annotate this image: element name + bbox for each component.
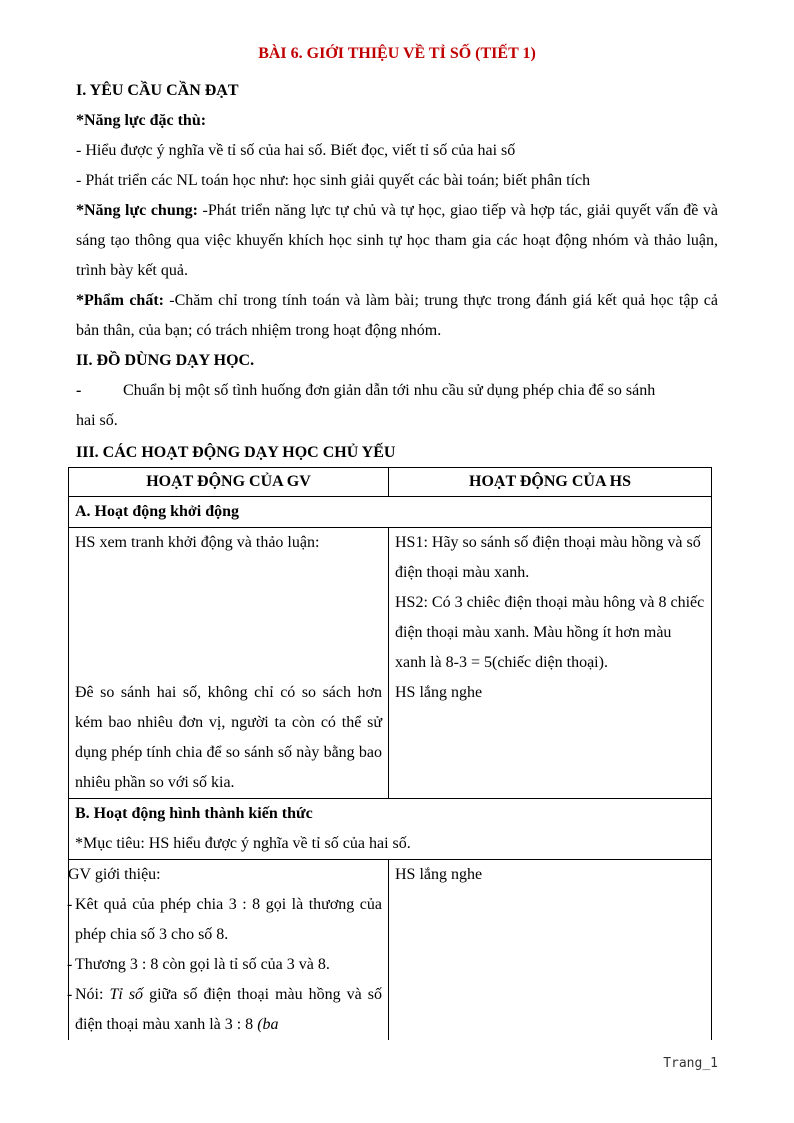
section-b-title: B. Hoạt động hình thành kiến thức	[75, 805, 313, 822]
dac-thu-label: *Năng lực đặc thù:	[76, 112, 207, 129]
do-dung-item	[76, 376, 718, 406]
pham-chat-label: *Phẩm chất:	[76, 292, 164, 309]
dac-thu-item-2: - Phát triển các NL toán học như: học sinh giải quyết các bài toán; biết phân tích	[76, 172, 591, 189]
page-number: Trang_1	[663, 1056, 718, 1071]
nang-luc-chung-text: -Phát triển năng lực tự chủ và tự học, giao tiếp và hợp tác, giải quyết vấn đề và sáng tạo thông qua việc khuyến khích học sinh tự học tham gia các hoạt động nhóm và thảo luận, trình bày kết quả.	[76, 202, 719, 279]
lesson-title: BÀI 6. GIỚI THIỆU VỀ TỈ SỐ (TIẾT 1)	[258, 45, 536, 62]
b-gv-bullet-3-tail: (ba	[257, 1016, 279, 1033]
do-dung-text: Chuẩn bị một số tình huống đơn giản dẫn tới nhu cầu sử dụng phép chia để so sánh	[123, 382, 656, 399]
a-hs-text-1: HS1: Hãy so sánh số điện thoại màu hồng và số điện thoại màu xanh.	[395, 534, 701, 581]
a-gv-text-2: Đê so sánh hai số, không chỉ có so sách hơn kém bao nhiêu đơn vị, người ta còn có thể sử dụng phép tính chia để so sánh số này bằng bao nhiêu phần so với số kia.	[75, 684, 382, 791]
b-gv-bullet-3: - Nói: Tỉ số giữa số điện thoại màu hồng và số điện thoại màu xanh là 3 : 8 (ba	[67, 986, 383, 1033]
do-dung-text-cont: hai số.	[76, 412, 118, 429]
b-gv-bullet-1-text: Kêt quả của phép chia 3 : 8 gọi là thương của phép chia số 3 cho số 8.	[75, 896, 382, 943]
b-gv-bullet-3-post: giữa số điện thoại màu hồng và số điện thoại màu xanh là 3 : 8	[75, 986, 383, 1033]
nang-luc-chung	[76, 196, 718, 286]
document-page	[76, 44, 718, 468]
col-header-gv: HOẠT ĐỘNG CỦA GV	[69, 468, 389, 497]
b-gv-bullet-3-italic: Tỉ số	[109, 986, 144, 1003]
section-b-hs-cell	[389, 860, 712, 1041]
section-a-hs-cell	[389, 528, 712, 799]
a-hs-text-2: HS2: Có 3 chiêc điện thoại màu hông và 8 chiếc điện thoại màu xanh. Màu hồng ít hơn màu xanh là 8-3 = 5(chiếc diện thoại).	[395, 594, 705, 671]
b-gv-bullet-3-pre: Nói:	[75, 986, 110, 1003]
pham-chat	[76, 286, 718, 346]
dac-thu-item-1: - Hiểu được ý nghĩa về tỉ số của hai số. Biết đọc, viết tỉ số của hai số	[76, 142, 516, 159]
a-hs-text-3: HS lắng nghe	[395, 684, 483, 701]
b-gv-bullet-1: - Kêt quả của phép chia 3 : 8 gọi là thương của phép chia số 3 cho số 8.	[67, 896, 382, 943]
pham-chat-text: -Chăm chỉ trong tính toán và làm bài; trung thực trong đánh giá kết quả học tập cả bản thân, của bạn; có trách nhiệm trong hoạt động nhóm.	[76, 292, 719, 339]
section-a-title: A. Hoạt động khởi động	[69, 497, 712, 528]
b-gv-bullet-2-text: Thương 3 : 8 còn gọi là tỉ số của 3 và 8.	[75, 956, 330, 973]
section-3-heading: III. CÁC HOẠT ĐỘNG DẠY HỌC CHỦ YẾU	[76, 444, 396, 461]
section-b-gv-cell	[69, 860, 389, 1041]
section-1-heading: I. YÊU CẦU CẦN ĐẠT	[76, 82, 239, 99]
b-hs-text: HS lắng nghe	[395, 866, 483, 883]
section-b-goal: *Mục tiêu: HS hiểu được ý nghĩa về tỉ số của hai số.	[75, 835, 411, 852]
col-header-hs: HOẠT ĐỘNG CỦA HS	[389, 468, 712, 497]
nang-luc-chung-label: *Năng lực chung:	[76, 202, 198, 219]
section-b-header	[69, 799, 712, 860]
section-a-gv-cell	[69, 528, 389, 799]
activities-table	[68, 467, 712, 1040]
do-dung-dash: -	[76, 382, 82, 399]
b-gv-intro: GV giới thiệu:	[68, 866, 161, 883]
section-2-heading: II. ĐỒ DÙNG DẠY HỌC.	[76, 352, 255, 369]
b-gv-bullet-2: - Thương 3 : 8 còn gọi là tỉ số của 3 và 8.	[67, 956, 330, 973]
a-gv-text-1: HS xem tranh khởi động và thảo luận:	[75, 534, 320, 551]
